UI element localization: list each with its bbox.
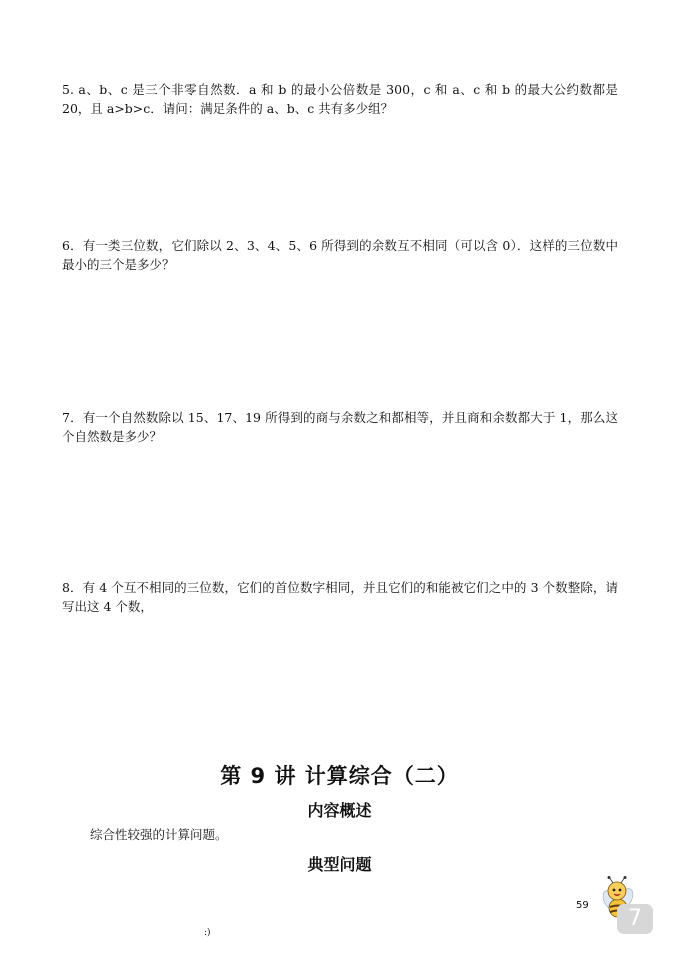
page-badge: 7 [617, 904, 653, 934]
problem-6: 6．有一类三位数，它们除以 2、3、4、5、6 所得到的余数互不相同（可以含 0）．这样的三位数中最小的三个是多少？ [62, 238, 618, 272]
lecture-title: 第 9 讲 计算综合（二） [220, 764, 459, 788]
footer-fragment: :) [204, 928, 211, 938]
problem-5: 5. a、b、c 是三个非零自然数．a 和 b 的最小公倍数是 300，c 和 a、c 和 b 的最大公约数都是 20，且 a>b>c．请问：满足条件的 a、b、c 共有多少组？ [62, 82, 618, 116]
overview-heading: 内容概述 [307, 801, 372, 820]
problem-7: 7．有一个自然数除以 15、17、19 所得到的商与余数之和都相等，并且商和余数都大于 1，那么这个自然数是多少？ [62, 410, 618, 444]
typical-problems-heading: 典型问题 [307, 855, 372, 874]
page-number: 59 [576, 900, 589, 911]
problem-8: 8．有 4 个互不相同的三位数，它们的首位数字相同，并且它们的和能被它们之中的 3 个数整除，请写出这 4 个数， [62, 580, 618, 614]
overview-text: 综合性较强的计算问题。 [90, 827, 228, 842]
